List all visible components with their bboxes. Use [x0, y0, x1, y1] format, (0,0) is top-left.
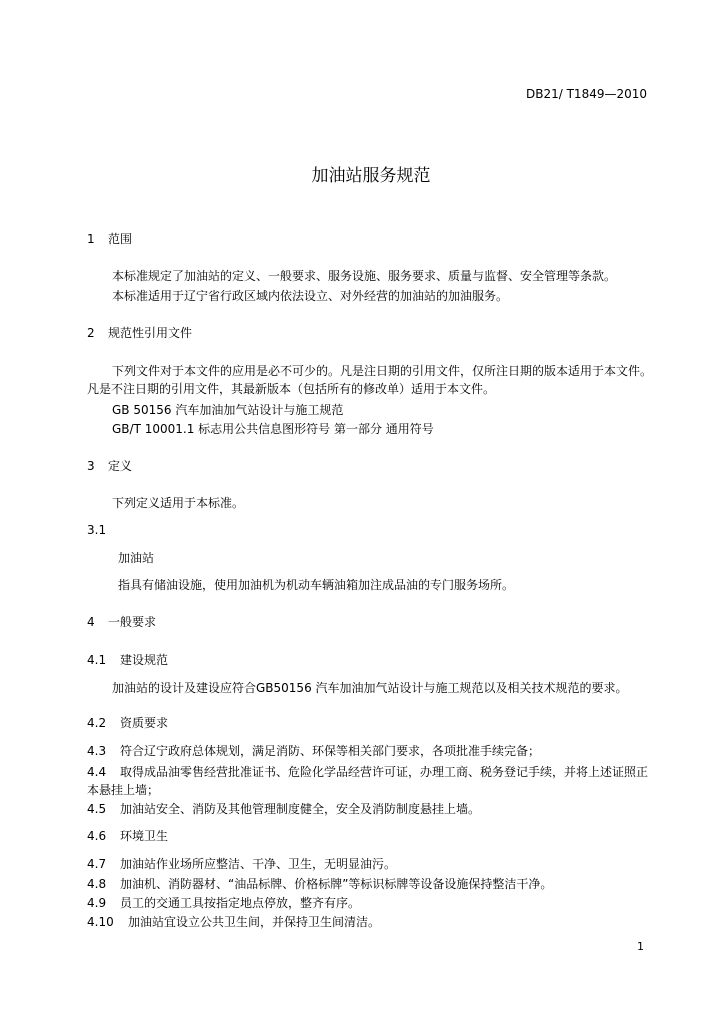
clause-number: 4.10 — [87, 915, 114, 929]
clause-4-7 — [87, 856, 396, 872]
section-4-heading — [87, 614, 156, 630]
clause-text: 加油机、消防器材、“油品标牌、价格标牌”等标识标牌等设备设施保持整洁干净。 — [120, 877, 553, 891]
scope-paragraph-2: 本标准适用于辽宁省行政区域内依法设立、对外经营的加油站的加油服务。 — [112, 289, 509, 303]
clause-4-5 — [87, 801, 480, 817]
section-number: 1 — [87, 232, 95, 246]
clause-text: 取得成品油零售经营批准证书、危险化学品经营许可证，办理工商、税务登记手续，并将上述证照正本悬挂上墙； — [87, 765, 649, 797]
clause-4-10 — [87, 914, 380, 930]
clause-text: 符合辽宁政府总体规划，满足消防、环保等相关部门要求，各项批准手续完备； — [120, 744, 541, 758]
clause-title: 环境卫生 — [120, 829, 169, 843]
clause-3-1-number: 3.1 — [87, 523, 107, 537]
clause-number: 4.4 — [87, 765, 107, 779]
scope-paragraph-1: 本标准规定了加油站的定义、一般要求、服务设施、服务要求、质量与监督、安全管理等条款。 — [112, 269, 617, 283]
construction-requirement: 加油站的设计及建设应符合GB50156 汽车加油加气站设计与施工规范以及相关技术规范的要求。 — [112, 681, 628, 695]
section-title: 规范性引用文件 — [108, 326, 193, 340]
clause-4-1-heading — [87, 652, 168, 668]
document-title: 加油站服务规范 — [311, 166, 431, 186]
clause-text: 加油站宜设立公共卫生间，并保持卫生间清洁。 — [128, 915, 381, 929]
clause-text: 员工的交通工具按指定地点停放，整齐有序。 — [120, 896, 361, 910]
clause-title: 资质要求 — [120, 716, 169, 730]
section-3-heading — [87, 458, 132, 474]
clause-number: 4.1 — [87, 653, 107, 667]
definitions-intro: 下列定义适用于本标准。 — [112, 496, 245, 510]
normative-references-paragraph: 下列文件对于本文件的应用是必不可少的。凡是注日期的引用文件，仅所注日期的版本适用于本文件。凡是不注日期的引用文件，其最新版本（包括所有的修改单）适用于本文件。 — [87, 364, 653, 396]
clause-number: 4.9 — [87, 896, 107, 910]
section-1-heading — [87, 231, 132, 247]
clause-4-3 — [87, 743, 540, 759]
section-number: 2 — [87, 326, 95, 340]
term-definition: 指具有储油设施，使用加油机为机动车辆油箱加注成品油的专门服务场所。 — [118, 578, 515, 592]
clause-number: 4.3 — [87, 744, 107, 758]
section-title: 一般要求 — [108, 615, 157, 629]
clause-number: 4.5 — [87, 802, 107, 816]
clause-text: 加油站作业场所应整洁、干净、卫生，无明显油污。 — [120, 857, 397, 871]
section-2-heading — [87, 325, 192, 341]
clause-4-9 — [87, 895, 360, 911]
clause-4-4 — [87, 763, 659, 799]
page-number: 1 — [637, 940, 644, 953]
section-number: 3 — [87, 459, 95, 473]
clause-number: 4.8 — [87, 877, 107, 891]
standard-number: DB21/ T1849—2010 — [526, 87, 648, 101]
section-number: 4 — [87, 615, 95, 629]
reference-gb50156: GB 50156 汽车加油加气站设计与施工规范 — [112, 403, 344, 417]
term-gas-station: 加油站 — [118, 551, 155, 565]
section-title: 范围 — [108, 232, 133, 246]
section-title: 定义 — [108, 459, 133, 473]
clause-4-6-heading — [87, 828, 168, 844]
reference-gbt10001: GB/T 10001.1 标志用公共信息图形符号 第一部分 通用符号 — [112, 422, 434, 436]
clause-number: 4.2 — [87, 716, 107, 730]
clause-number: 4.7 — [87, 857, 107, 871]
clause-number: 4.6 — [87, 829, 107, 843]
clause-4-8 — [87, 876, 552, 892]
clause-title: 建设规范 — [120, 653, 169, 667]
clause-text: 加油站安全、消防及其他管理制度健全，安全及消防制度悬挂上墙。 — [120, 802, 481, 816]
clause-4-2-heading — [87, 715, 168, 731]
